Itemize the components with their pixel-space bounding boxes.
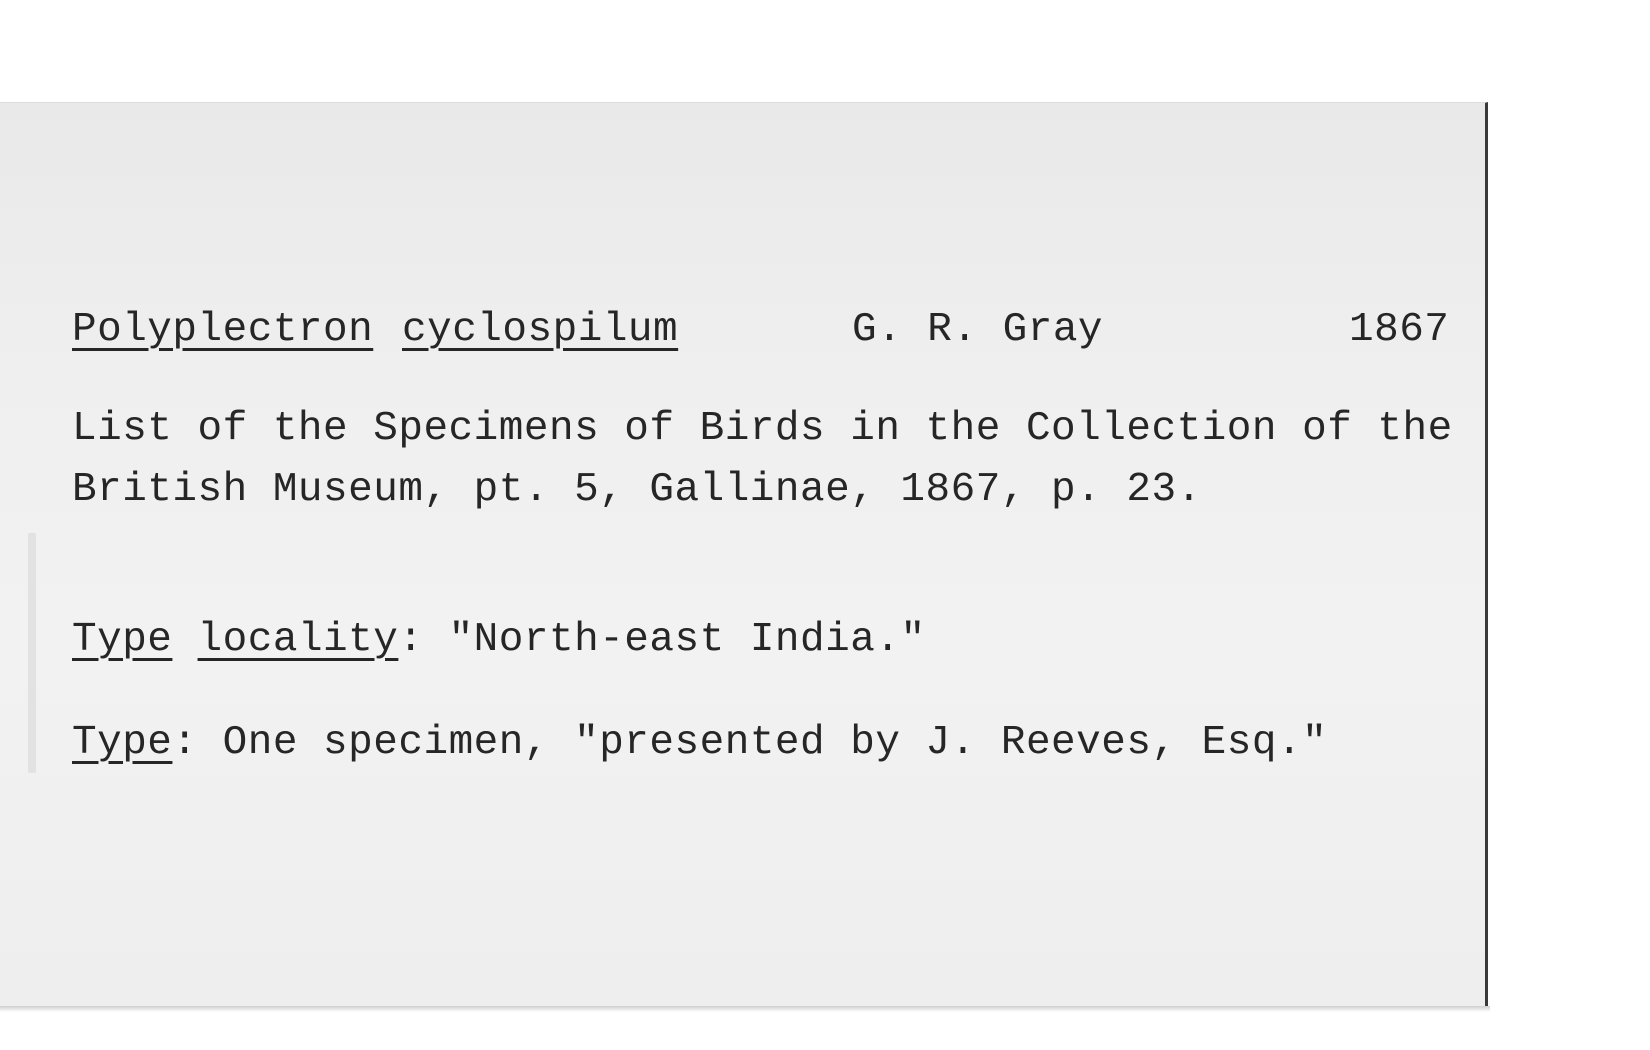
type-locality-label-word1: Type xyxy=(72,617,173,663)
type-label: Type xyxy=(72,720,173,766)
index-card xyxy=(0,102,1488,1007)
type-locality xyxy=(72,617,926,663)
card-edge-mark xyxy=(28,533,36,773)
type-specimen xyxy=(72,720,1328,766)
reference-line-1: List of the Specimens of Birds in the Collection of the xyxy=(72,406,1453,452)
type-locality-value: : "North-east India." xyxy=(398,617,926,663)
card-shadow xyxy=(0,1006,1490,1012)
genus-name: Polyplectron xyxy=(72,307,374,353)
species-name: cyclospilum xyxy=(402,307,679,353)
author-name: G. R. Gray xyxy=(852,307,1104,353)
type-locality-label-word2: locality xyxy=(197,617,399,663)
reference-line-2: British Museum, pt. 5, Gallinae, 1867, p. 23. xyxy=(72,467,1202,513)
type-value: : One specimen, "presented by J. Reeves, Esq." xyxy=(172,720,1328,766)
year: 1867 xyxy=(1349,307,1450,353)
